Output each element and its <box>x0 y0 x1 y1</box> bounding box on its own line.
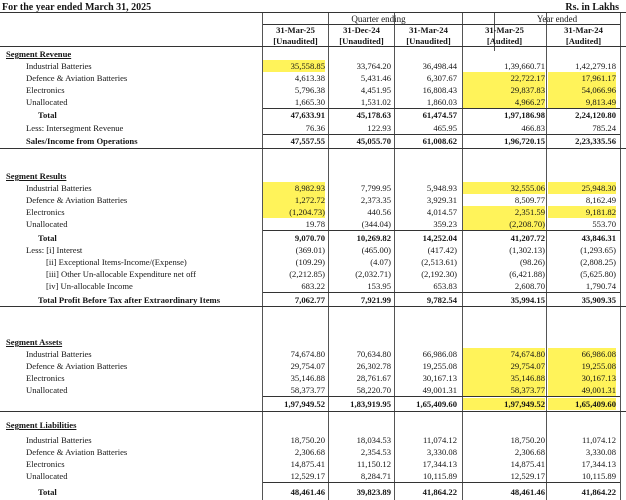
table-row <box>0 446 626 458</box>
header-rule <box>0 46 626 47</box>
value-cell: 17,344.13 <box>422 459 457 469</box>
value-cell: 61,474.57 <box>422 110 457 120</box>
value-cell: (6,421.88) <box>509 269 545 279</box>
value-cell: 8,509.77 <box>514 195 545 205</box>
table-row <box>0 109 626 121</box>
value-cell: 25,948.30 <box>548 182 616 194</box>
value-cell: 1,531.02 <box>360 97 391 107</box>
value-cell: 8,284.71 <box>360 471 391 481</box>
value-cell: 1,83,919.95 <box>350 399 391 409</box>
value-cell: 1,97,949.52 <box>284 399 325 409</box>
table-row <box>0 470 626 482</box>
column-date: 31-Dec-24 <box>343 25 380 35</box>
row-label: Less: Intersegment Revenue <box>26 123 124 133</box>
value-cell: 47,633.91 <box>290 110 325 120</box>
value-cell: 3,330.08 <box>426 447 457 457</box>
section-title: Segment Assets <box>6 337 63 347</box>
value-cell: 153.95 <box>367 281 391 291</box>
value-cell: 1,42,279.18 <box>575 61 616 71</box>
value-cell: 1,97,949.52 <box>463 398 545 410</box>
value-cell: 1,65,409.60 <box>416 399 457 409</box>
value-cell: (2,208.70) <box>463 218 545 230</box>
table-row <box>0 372 626 384</box>
table-row <box>0 280 626 292</box>
value-cell: 74,674.80 <box>463 348 545 360</box>
row-label: Sales/Income from Operations <box>26 136 138 146</box>
value-cell: (465.00) <box>361 245 391 255</box>
value-cell: (98.26) <box>519 257 545 267</box>
value-cell: 2,608.70 <box>514 281 545 291</box>
row-label: Electronics <box>26 373 65 383</box>
column-status: [Unaudited] <box>273 36 318 46</box>
table-row <box>0 348 626 360</box>
value-cell: 18,034.53 <box>356 435 391 445</box>
value-cell: 22,722.17 <box>463 72 545 84</box>
value-cell: 30,167.13 <box>548 372 616 384</box>
value-cell: 41,207.72 <box>510 233 545 243</box>
row-label: Unallocated <box>26 471 68 481</box>
value-cell: 553.70 <box>592 219 616 229</box>
row-label: Total <box>38 233 57 243</box>
value-cell: 28,761.67 <box>356 373 391 383</box>
row-label: Defence & Aviation Batteries <box>26 195 128 205</box>
value-cell: (369.01) <box>295 245 325 255</box>
value-cell: 12,529.17 <box>290 471 325 481</box>
section-title-row <box>0 48 626 60</box>
value-cell: 4,613.38 <box>294 73 325 83</box>
row-label: Unallocated <box>26 385 68 395</box>
value-cell: 359.23 <box>433 219 457 229</box>
value-cell: 48,461.46 <box>510 487 545 497</box>
value-cell: 35,558.85 <box>263 60 325 72</box>
value-cell: 3,330.08 <box>585 447 616 457</box>
value-cell: 14,875.41 <box>510 459 545 469</box>
value-cell: 6,307.67 <box>426 73 457 83</box>
row-label: Defence & Aviation Batteries <box>26 447 128 457</box>
value-cell: 2,24,120.80 <box>575 110 616 120</box>
value-cell: 1,39,660.71 <box>504 61 545 71</box>
value-cell: 48,461.46 <box>290 487 325 497</box>
value-cell: 29,754.07 <box>290 361 325 371</box>
value-cell: 653.83 <box>433 281 457 291</box>
value-cell: 18,750.20 <box>510 435 545 445</box>
value-cell: 122.93 <box>367 123 391 133</box>
value-cell: 33,764.20 <box>356 61 391 71</box>
table-row <box>0 294 626 306</box>
value-cell: 1,96,720.15 <box>504 136 545 146</box>
value-cell: 2,354.53 <box>360 447 391 457</box>
value-cell: 32,555.06 <box>463 182 545 194</box>
section-title: Segment Revenue <box>6 49 72 59</box>
value-cell: 76.36 <box>305 123 325 133</box>
column-date: 31-Mar-25 <box>276 25 315 35</box>
value-cell: 1,790.74 <box>585 281 616 291</box>
column-header-cell <box>263 25 328 47</box>
column-header-cell <box>329 25 394 47</box>
section-rule <box>0 411 626 412</box>
value-cell: 29,754.07 <box>463 360 545 372</box>
subtotal-rule <box>263 396 620 397</box>
value-cell: 10,269.82 <box>356 233 391 243</box>
row-label: Electronics <box>26 85 65 95</box>
value-cell: 45,178.63 <box>356 110 391 120</box>
table-row <box>0 72 626 84</box>
value-cell: 1,97,186.98 <box>504 110 545 120</box>
value-cell: 11,074.12 <box>422 435 457 445</box>
value-cell: 14,252.04 <box>422 233 457 243</box>
value-cell: 58,373.77 <box>463 384 545 396</box>
value-cell: 10,115.89 <box>422 471 457 481</box>
value-cell: 35,909.35 <box>581 295 616 305</box>
row-label: Less: [i] Interest <box>26 245 83 255</box>
row-label: Total <box>38 110 57 120</box>
value-cell: (344.04) <box>361 219 391 229</box>
section-title-row <box>0 170 626 182</box>
subtotal-rule <box>263 230 620 231</box>
value-cell: 1,272.72 <box>263 194 325 206</box>
value-cell: 2,306.68 <box>514 447 545 457</box>
value-cell: (4.07) <box>370 257 391 267</box>
value-cell: (417.42) <box>427 245 457 255</box>
section-title: Segment Liabilities <box>6 420 77 430</box>
table-row <box>0 244 626 256</box>
value-cell: 58,220.70 <box>356 385 391 395</box>
value-cell: 47,557.55 <box>290 136 325 146</box>
table-row <box>0 194 626 206</box>
table-row <box>0 182 626 194</box>
value-cell: 1,860.03 <box>426 97 457 107</box>
table-row <box>0 360 626 372</box>
value-cell: 16,808.43 <box>422 85 457 95</box>
value-cell: 18,750.20 <box>290 435 325 445</box>
value-cell: 5,431.46 <box>360 73 391 83</box>
row-label: Industrial Batteries <box>26 61 92 71</box>
quarter-group-label: Quarter ending <box>351 14 406 24</box>
value-cell: 49,001.31 <box>422 385 457 395</box>
table-row <box>0 122 626 134</box>
value-cell: (1,302.13) <box>509 245 545 255</box>
value-cell: 29,837.83 <box>463 84 545 96</box>
value-cell: 12,529.17 <box>510 471 545 481</box>
value-cell: 43,846.31 <box>581 233 616 243</box>
value-cell: 70,634.80 <box>356 349 391 359</box>
column-header-cell <box>463 25 546 47</box>
value-cell: 17,344.13 <box>581 459 616 469</box>
table-row <box>0 60 626 72</box>
value-cell: 683.22 <box>301 281 325 291</box>
value-cell: 3,929.31 <box>426 195 457 205</box>
value-cell: 4,966.27 <box>463 96 545 108</box>
value-cell: 1,65,409.60 <box>548 398 616 410</box>
value-cell: 36,498.44 <box>422 61 457 71</box>
value-cell: 8,162.49 <box>585 195 616 205</box>
value-cell: 41,864.22 <box>422 487 457 497</box>
currency-note: Rs. in Lakhs <box>565 2 619 13</box>
value-cell: (2,212.85) <box>289 269 325 279</box>
row-label: Electronics <box>26 459 65 469</box>
value-cell: 30,167.13 <box>422 373 457 383</box>
value-cell: 35,994.15 <box>510 295 545 305</box>
row-label: Total <box>38 487 57 497</box>
table-row <box>0 268 626 280</box>
row-label: [iii] Other Un-allocable Expenditure net off <box>46 269 196 279</box>
row-label: Total Profit Before Tax after Extraordinary Items <box>38 295 221 305</box>
value-cell: 466.83 <box>521 123 545 133</box>
section-title-row <box>0 336 626 348</box>
value-cell: 7,062.77 <box>294 295 325 305</box>
period-title: For the year ended March 31, 2025 <box>2 2 152 13</box>
value-cell: 5,948.93 <box>426 183 457 193</box>
value-cell: (2,192.30) <box>421 269 457 279</box>
section-title: Segment Results <box>6 171 67 181</box>
value-cell: 66,986.08 <box>548 348 616 360</box>
row-label: Unallocated <box>26 97 68 107</box>
table-row <box>0 434 626 446</box>
value-cell: 58,373.77 <box>290 385 325 395</box>
value-cell: 9,070.70 <box>294 233 325 243</box>
value-cell: 54,066.96 <box>548 84 616 96</box>
table-row <box>0 398 626 410</box>
value-cell: 4,451.95 <box>360 85 391 95</box>
table-row <box>0 84 626 96</box>
value-cell: 19,255.08 <box>548 360 616 372</box>
column-header-cell <box>547 25 620 47</box>
value-cell: 17,961.17 <box>548 72 616 84</box>
value-cell: 49,001.31 <box>548 384 616 396</box>
row-label: Unallocated <box>26 219 68 229</box>
column-header-cell <box>395 25 462 47</box>
column-status: [Unaudited] <box>406 36 451 46</box>
column-date: 31-Mar-25 <box>485 25 524 35</box>
value-cell: (109.29) <box>295 257 325 267</box>
year-group-label: Year ended <box>536 14 578 24</box>
value-cell: 19,255.08 <box>422 361 457 371</box>
row-label: Industrial Batteries <box>26 435 92 445</box>
value-cell: 2,23,335.56 <box>575 136 616 146</box>
table-row <box>0 96 626 108</box>
value-cell: 61,008.62 <box>422 136 457 146</box>
section-title-row <box>0 419 626 431</box>
subtotal-rule <box>263 482 620 483</box>
row-label: Electronics <box>26 207 65 217</box>
table-row <box>0 218 626 230</box>
table-row <box>0 232 626 244</box>
column-date: 31-Mar-24 <box>564 25 603 35</box>
value-cell: 2,373.35 <box>360 195 391 205</box>
table-row <box>0 135 626 147</box>
row-label: Defence & Aviation Batteries <box>26 361 128 371</box>
column-date: 31-Mar-24 <box>409 25 448 35</box>
section-rule <box>0 148 626 149</box>
value-cell: 74,674.80 <box>290 349 325 359</box>
table-row <box>0 486 626 498</box>
value-cell: 26,302.78 <box>356 361 391 371</box>
value-cell: (1,293.65) <box>580 245 616 255</box>
value-cell: 14,875.41 <box>290 459 325 469</box>
value-cell: 10,115.89 <box>581 471 616 481</box>
value-cell: 4,014.57 <box>426 207 457 217</box>
value-cell: 11,150.12 <box>356 459 391 469</box>
table-row <box>0 384 626 396</box>
value-cell: (2,808.25) <box>580 257 616 267</box>
value-cell: 35,146.88 <box>290 373 325 383</box>
value-cell: (2,513.61) <box>421 257 457 267</box>
value-cell: 5,796.38 <box>294 85 325 95</box>
row-label: [iv] Un-allocable Income <box>46 281 133 291</box>
value-cell: (5,625.80) <box>580 269 616 279</box>
value-cell: (2,032.71) <box>355 269 391 279</box>
row-label: [ii] Exceptional Items-Income/(Expense) <box>46 257 187 267</box>
value-cell: (1,204.73) <box>263 206 325 218</box>
value-cell: 465.95 <box>433 123 457 133</box>
table-row <box>0 458 626 470</box>
value-cell: 9,181.82 <box>548 206 616 218</box>
value-cell: 19.78 <box>305 219 325 229</box>
column-status: [Audited] <box>565 36 602 46</box>
value-cell: 2,351.59 <box>463 206 545 218</box>
value-cell: 41,864.22 <box>581 487 616 497</box>
value-cell: 7,799.95 <box>360 183 391 193</box>
value-cell: 785.24 <box>592 123 616 133</box>
value-cell: 66,986.08 <box>422 349 457 359</box>
column-status: [Audited] <box>486 36 523 46</box>
value-cell: 2,306.68 <box>294 447 325 457</box>
value-cell: 9,813.49 <box>548 96 616 108</box>
value-cell: 39,823.89 <box>356 487 391 497</box>
value-cell: 7,921.99 <box>360 295 391 305</box>
value-cell: 45,055.70 <box>356 136 391 146</box>
value-cell: 11,074.12 <box>581 435 616 445</box>
row-label: Industrial Batteries <box>26 183 92 193</box>
value-cell: 9,782.54 <box>426 295 457 305</box>
value-cell: 440.56 <box>367 207 391 217</box>
row-label: Industrial Batteries <box>26 349 92 359</box>
section-rule <box>0 306 626 307</box>
table-row <box>0 256 626 268</box>
row-label: Defence & Aviation Batteries <box>26 73 128 83</box>
subtotal-rule <box>263 292 620 293</box>
value-cell: 1,665.30 <box>294 97 325 107</box>
value-cell: 35,146.88 <box>463 372 545 384</box>
column-status: [Unaudited] <box>339 36 384 46</box>
value-cell: 8,982.93 <box>263 182 325 194</box>
table-row <box>0 206 626 218</box>
